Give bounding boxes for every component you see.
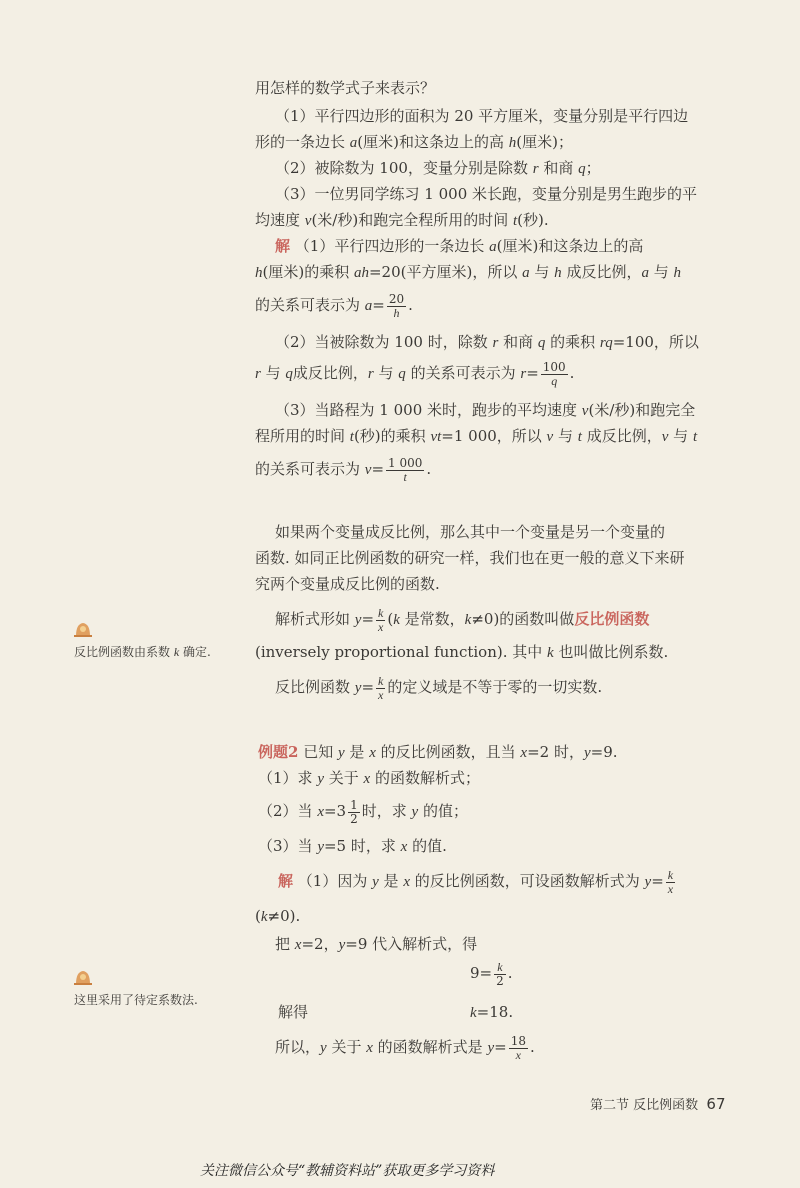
- bell-icon: [72, 968, 94, 986]
- definition-paragraph: 如果两个变量成反比例，那么其中一个变量是另一个变量的: [275, 523, 666, 541]
- solution-2-line2: (k≠0).: [255, 907, 301, 925]
- solution-part-1-formula: 的关系可表示为 a= $\frac{20}{h}$ .: [255, 291, 413, 320]
- solution-part-2-formula: r 与 q成反比例，r 与 q 的关系可表示为 r= $\frac{100}{q}$ .: [255, 359, 575, 388]
- key-term: 反比例函数: [574, 610, 650, 628]
- solution-tag: 解: [278, 872, 294, 890]
- domain-statement: 反比例函数 y= $\frac{k}{x}$ 的定义域是不等于零的一切实数.: [275, 673, 603, 702]
- problem-item-2: （2）被除数为 100，变量分别是除数 r 和商 q；: [275, 159, 601, 177]
- margin-note-2: 这里采用了待定系数法.: [74, 993, 198, 1007]
- solution-part-1: 解 （1）平行四边形的一条边长 a(厘米)和这条边上的高: [275, 237, 644, 255]
- fraction: $\frac{k}{x}$: [667, 867, 674, 896]
- example-tag: 例题2: [258, 743, 299, 761]
- margin-note-1: 反比例函数由系数 k 确定.: [74, 645, 211, 659]
- solution-tag: 解: [275, 237, 291, 255]
- solution-2-substitute: 把 x=2，y=9 代入解析式，得: [275, 935, 478, 953]
- example-2-question: 例题2 已知 y 是 x 的反比例函数，且当 x=2 时，y=9.: [258, 743, 618, 761]
- example-2-item-2: （2）当 x=3 $\frac{1}{2}$ 时，求 y 的值；: [258, 797, 468, 826]
- fraction: $\frac{k}{x}$: [378, 605, 384, 634]
- solution-2-solve-value: k=18.: [470, 1003, 514, 1021]
- definition-english: (inversely proportional function). 其中 k 也叫做比例系数.: [255, 643, 669, 661]
- bell-icon: [72, 620, 94, 638]
- fraction: $\frac{1}{2}$: [350, 797, 358, 826]
- problem-item-1: （1）平行四边形的面积为 20 平方厘米，变量分别是平行四边: [275, 107, 689, 125]
- solution-2-equation: 9= $\frac{k}{2}$ .: [470, 959, 513, 988]
- fraction: $\frac{20}{h}$: [388, 291, 405, 320]
- example-2-item-3: （3）当 y=5 时，求 x 的值.: [258, 837, 447, 855]
- solution-part-3-formula: 的关系可表示为 v= $\frac{1 000}{t}$ .: [255, 455, 432, 484]
- solution-part-2: （2）当被除数为 100 时，除数 r 和商 q 的乘积 rq=100，所以: [275, 333, 699, 351]
- problem-item-3: （3）一位男同学练习 1 000 米长跑，变量分别是男生跑步的平: [275, 185, 698, 203]
- definition-paragraph-line2: 函数. 如同正比例函数的研究一样，我们也在更一般的意义下来研: [255, 549, 685, 567]
- fraction: $\frac{k}{2}$: [496, 959, 504, 988]
- solution-2-conclusion: 所以，y 关于 x 的函数解析式是 y= $\frac{18}{x}$ .: [275, 1033, 535, 1062]
- fraction: $\frac{18}{x}$: [510, 1033, 526, 1062]
- section-title: 第二节 反比例函数: [590, 1098, 699, 1113]
- watermark-text: 关注微信公众号“教辅资料站”获取更多学习资料: [200, 1163, 495, 1179]
- solution-part-1-line2: h(厘米)的乘积 ah=20(平方厘米)，所以 a 与 h 成反比例，a 与 h: [255, 263, 681, 281]
- page-footer: [590, 1094, 726, 1113]
- problem-intro: 用怎样的数学式子来表示？: [255, 79, 436, 97]
- definition-paragraph-line3: 究两个变量成反比例的函数.: [255, 575, 440, 593]
- solution-2-line1: 解 （1）因为 y 是 x 的反比例函数，可设函数解析式为 y= $\frac{k}{x}$: [278, 867, 674, 896]
- problem-item-1-cont: 形的一条边长 a(厘米)和这条边上的高 h(厘米)；: [255, 133, 573, 151]
- fraction: $\frac{1 000}{t}$: [388, 455, 423, 484]
- solution-2-solve-label: 解得: [278, 1003, 309, 1021]
- fraction: $\frac{100}{q}$: [542, 359, 566, 388]
- definition-formula: 解析式形如 y= $\frac{k}{x}$ (k 是常数，k≠0)的函数叫做反比例函数: [275, 605, 650, 634]
- solution-part-3: （3）当路程为 1 000 米时，跑步的平均速度 v(米/秒)和跑完全: [275, 401, 696, 419]
- problem-item-3-cont: 均速度 v(米/秒)和跑完全程所用的时间 t(秒).: [255, 211, 549, 229]
- example-2-item-1: （1）求 y 关于 x 的函数解析式；: [258, 769, 480, 787]
- solution-part-3-line2: 程所用的时间 t(秒)的乘积 vt=1 000，所以 v 与 t 成反比例，v 与 t: [255, 427, 698, 445]
- fraction: $\frac{k}{x}$: [378, 673, 384, 702]
- page-number: 67: [706, 1095, 726, 1113]
